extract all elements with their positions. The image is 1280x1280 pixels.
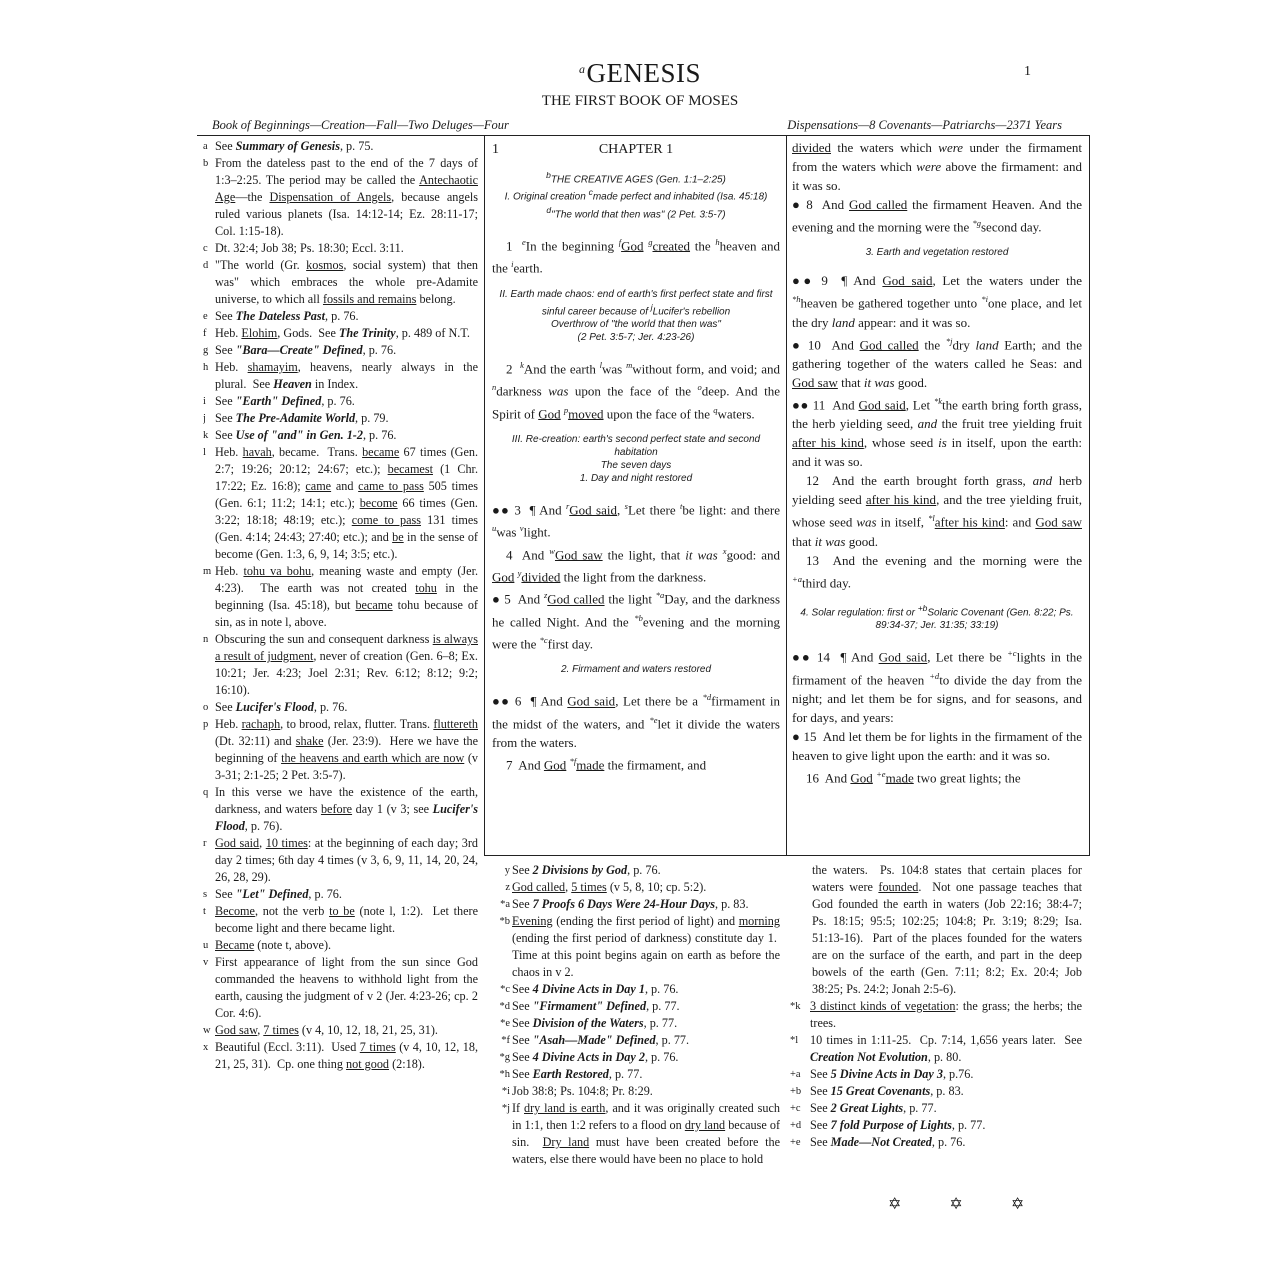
text-footnote-rule <box>484 855 1090 856</box>
column-divider-2 <box>786 135 787 855</box>
footnote <box>490 862 780 879</box>
footnote-text: See Summary of Genesis, p. 75. <box>215 139 374 153</box>
footnote <box>203 631 478 699</box>
footnote-key: x <box>203 1042 209 1053</box>
footnote <box>790 1100 1082 1117</box>
footnote-text: Dt. 32:4; Job 38; Ps. 18:30; Eccl. 3:11. <box>215 241 404 255</box>
footnote <box>490 1083 780 1100</box>
verse-12: 12 And the earth brought forth grass, and herb yielding seed after his kind, and the tree yielding fruit, whose seed was in itself, $^{*l}$after his kind: and God saw that it was good. <box>792 473 1082 549</box>
footnote-text: See Lucifer's Flood, p. 76. <box>215 700 348 714</box>
footnote-key: +b <box>790 1086 802 1097</box>
footnote <box>490 1015 780 1032</box>
footnote-key: b <box>203 158 209 169</box>
footnote-key: m <box>203 566 212 577</box>
verse-14: ●● 14 ¶ And God said, Let there be $^{+c}$lights in the firmament of the heaven $^{+d}$to divide the day from the night; and let them be for signs, and for seasons, and for days, and years: <box>792 648 1082 725</box>
book-subtitle: THE FIRST BOOK OF MOSES <box>541 93 739 109</box>
footnote <box>203 410 478 427</box>
footnote <box>203 954 478 1022</box>
footnote-key: *f <box>501 1035 510 1046</box>
footnote-key: *d <box>499 1001 510 1012</box>
verse-16: 16 And God $^{+e}$made two great lights; the <box>806 768 1021 786</box>
footnote-key: *c <box>500 984 510 995</box>
footnote-key: o <box>203 702 209 713</box>
section-heading-1: $^b$THE CREATIVE AGES (Gen. 1:1–2:25) I. Original creation $^c$made perfect and inhabited (Isa. 45:18) $^d$"The world that then was" (2 Pet. 3:5-7) <box>504 170 768 220</box>
footnote <box>203 342 478 359</box>
footnote-text: See Use of "and" in Gen. 1-2, p. 76. <box>215 428 397 442</box>
footnote-text: See 7 Proofs 6 Days Were 24-Hour Days, p. 83. <box>512 897 749 911</box>
footnote-key: k <box>203 430 209 441</box>
bottom-right-notes <box>790 862 1082 1192</box>
footnote-key: y <box>504 865 510 876</box>
verse-5: ● 5 And $^z$God called the light $^{*a}$Day, and the darkness he called Night. And the $^{*b}$evening and the morning were the $^{*c}$first day. <box>492 590 780 652</box>
footnote-key: i <box>203 396 206 407</box>
footnote <box>203 563 478 631</box>
footnote <box>490 998 780 1015</box>
verse-6: ●● 6 ¶ And God said, Let there be a $^{*d}$firmament in the midst of the waters, and $^{*e}$let it divide the waters from the waters. <box>492 692 780 750</box>
footnote-text: God saw, 7 times (v 4, 10, 12, 18, 21, 25, 31). <box>215 1023 438 1037</box>
running-header-right: Dispensations—8 Covenants—Patriarchs—2371 Years <box>787 118 1062 132</box>
footnote-key: t <box>203 906 206 917</box>
footnote-key: c <box>203 243 208 254</box>
footnote <box>203 835 478 886</box>
verse-4: 4 And $^w$God saw the light, that it was $^x$good: and God $^y$divided the light from the darkness. <box>492 545 780 585</box>
header-rule <box>197 135 1090 136</box>
footnote-text: "The world (Gr. kosmos, social system) that then was" which embraces the whole pre-Adamite universe, to which all fossils and remains belong. <box>215 258 478 306</box>
footnote <box>790 1117 1082 1134</box>
footnote-text: Become, not the verb to be (note l, 1:2). Let there become light and there became light. <box>215 904 478 935</box>
footnote <box>203 393 478 410</box>
footnote <box>203 359 478 393</box>
footnote-text: If dry land is earth, and it was originally created such in 1:1, then 1:2 refers to a flood on dry land because of sin. Dry land must have been created before the waters, else there would have been no place to hold <box>512 1101 780 1166</box>
verse-10: ● 10 And God called the $^{*j}$dry land Earth; and the gathering together of the waters called he Seas: and God saw that it was good. <box>792 335 1082 390</box>
footnote-key: p <box>203 719 209 730</box>
verse-13: 13 And the evening and the morning were the $^{+a}$third day. <box>792 552 1082 590</box>
verse-7-cont: divided the waters which were under the firmament from the waters which were above the firmament: and it was so. <box>792 140 1082 193</box>
footnote-text: See Division of the Waters, p. 77. <box>512 1016 678 1030</box>
footnote-key: z <box>505 882 510 893</box>
footnote <box>490 1049 780 1066</box>
footnote-key: f <box>203 328 207 339</box>
footnote-key: u <box>203 940 209 951</box>
footnote-text: See 4 Divine Acts in Day 1, p. 76. <box>512 982 679 996</box>
verse-2: 2 $^k$And the earth $^l$was $^m$without form, and void; and $^n$darkness was upon the face of the $^o$deep. And the Spirit of God $^p$moved upon the face of the $^q$waters. <box>492 359 780 421</box>
footnote-text: In this verse we have the existence of the earth, darkness, and waters before day 1 (v 3; see Lucifer's Flood, p. 76). <box>215 785 478 833</box>
footnote-text: Job 38:8; Ps. 104:8; Pr. 8:29. <box>512 1084 653 1098</box>
footnote-key: *i <box>501 1086 510 1097</box>
footnote <box>203 699 478 716</box>
footnote-text: See "Bara—Create" Defined, p. 76. <box>215 343 397 357</box>
footnote <box>790 1083 1082 1100</box>
footnote-text: Became (note t, above). <box>215 938 332 952</box>
footnote-key: w <box>203 1025 211 1036</box>
footnote-key: v <box>203 957 209 968</box>
footnote-text: See 2 Divisions by God, p. 76. <box>512 863 661 877</box>
footnote-text: 10 times in 1:11-25. Cp. 7:14, 1,656 years later. See Creation Not Evolution, p. 80. <box>810 1033 1082 1064</box>
footnote <box>203 427 478 444</box>
section-heading-6: 4. Solar regulation: first or $^{+b}$Solaric Covenant (Gen. 8:22; Ps. 89:34-37; Jer. 31:35; 33:19) <box>800 602 1074 632</box>
footnote <box>203 716 478 784</box>
verse-7: 7 And God $^{*f}$made the firmament, and <box>506 755 707 773</box>
footnote <box>203 784 478 835</box>
footnote <box>203 308 478 325</box>
footnote-key: *g <box>499 1052 510 1063</box>
footnote <box>203 325 478 342</box>
footnote-text: First appearance of light from the sun since God commanded the heavens to withhold light from the earth, causing the judgment of v 2 (Jer. 4:23-26; cp. 2 Cor. 4:6). <box>215 955 478 1020</box>
footnote <box>203 240 478 257</box>
footnote-text: See 7 fold Purpose of Lights, p. 77. <box>810 1118 986 1132</box>
footnote <box>490 1100 780 1168</box>
footnote-key: n <box>203 634 209 645</box>
verse-8: ● 8 And God called the firmament Heaven. And the evening and the morning were the $^{*g}$second day. <box>792 197 1082 235</box>
footnote-text: 3 distinct kinds of vegetation: the grass; the herbs; the trees. <box>810 999 1082 1030</box>
footnote-text: Evening (ending the first period of light) and morning (ending the first period of darkness) constitute day 1. Time at this point begins again on earth as before the chaos in v 2. <box>512 914 780 979</box>
footnote <box>790 1032 1082 1066</box>
footnote <box>203 886 478 903</box>
footnote <box>490 981 780 998</box>
footnote-key: *b <box>499 916 510 927</box>
section-heading-3: III. Re-creation: earth's second perfect state and second habitation The seven days 1. Day and night restored <box>511 433 761 484</box>
footnote-key: h <box>203 362 209 373</box>
footnote-key: +e <box>790 1137 801 1148</box>
footnote <box>203 937 478 954</box>
footnote <box>490 913 780 981</box>
bottom-center-notes <box>490 862 780 1222</box>
footnote-key: +c <box>790 1103 801 1114</box>
verse-15: ● 15 And let them be for lights in the firmament of the heaven to give light upon the earth: and it was so. <box>792 728 1082 763</box>
footnote <box>790 1066 1082 1083</box>
footnote-text: See "Let" Defined, p. 76. <box>215 887 342 901</box>
verse-11: ●● 11 And God said, Let $^{*k}$the earth bring forth grass, the herb yielding seed, and the fruit tree yielding fruit after his kind, whose seed is in itself, upon the earth: and it was so. <box>792 395 1082 470</box>
footnote-text: See "Earth" Defined, p. 76. <box>215 394 355 408</box>
footnote-text: See 2 Great Lights, p. 77. <box>810 1101 937 1115</box>
footnote-text: See 15 Great Covenants, p. 83. <box>810 1084 964 1098</box>
footnote-text: Obscuring the sun and consequent darkness is always a result of judgment, never of creation (Gen. 6–8; Ex. 10:21; Jer. 4:23; Joel 2:31; Rev. 6:12; 8:12; 9:2; 16:10). <box>215 632 478 697</box>
end-ornament-icon: ✡ ✡ ✡ <box>888 1196 1047 1213</box>
footnote <box>490 896 780 913</box>
footnote-text: See "Asah—Made" Defined, p. 77. <box>512 1033 690 1047</box>
page-number: 1 <box>1024 64 1031 79</box>
footnote-text: See 4 Divine Acts in Day 2, p. 76. <box>512 1050 679 1064</box>
footnote-text: See The Dateless Past, p. 76. <box>215 309 359 323</box>
center-text-column <box>492 140 780 850</box>
footnote-key: +a <box>790 1069 801 1080</box>
footnote-key: l <box>203 447 206 458</box>
verse-3: ●● 3 ¶ And $^r$God said, $^s$Let there $^t$be light: and there $^u$was $^v$light. <box>492 500 780 540</box>
footnote-text: See The Pre-Adamite World, p. 79. <box>215 411 389 425</box>
footnote-text: See Earth Restored, p. 77. <box>512 1067 643 1081</box>
footnote-key: *j <box>501 1103 510 1114</box>
footnote <box>203 903 478 937</box>
footnote <box>790 998 1082 1032</box>
footnote-text: See "Firmament" Defined, p. 77. <box>512 999 680 1013</box>
footnote <box>203 257 478 308</box>
footnote-key: j <box>203 413 206 424</box>
book-title: $^a$GENESIS <box>578 58 701 88</box>
footnote <box>490 879 780 896</box>
footnote <box>203 138 478 155</box>
footnote-text: Heb. havah, became. Trans. became 67 times (Gen. 2:7; 19:26; 20:12; 24:67; etc.); becamest (1 Chr. 17:22; Ez. 16:8); came and came to pass 505 times (Gen. 6:1; 11:2; 14:1; etc.); become 66 times (Gen. 3:22; 18:18; 48:19; etc.); come to pass 131 times (Gen. 4:14; 24:43; 27:40; etc.); and be in the sense of become (Gen. 1:3, 6, 9, 14; 3:5; etc.). <box>215 445 478 561</box>
footnote-text: Beautiful (Eccl. 3:11). Used 7 times (v 4, 10, 12, 18, 21, 25, 31). Cp. one thing not good (2:18). <box>215 1040 478 1071</box>
footnote <box>790 1134 1082 1151</box>
footnote-text: Heb. tohu va bohu, meaning waste and empty (Jer. 4:23). The earth was not created tohu in the beginning (Isa. 45:18), but became tohu because of sin, as in note l, above. <box>215 564 478 629</box>
footnote-key: *a <box>500 899 510 910</box>
footnote <box>203 444 478 563</box>
footnote-text: See 5 Divine Acts in Day 3, p.76. <box>810 1067 974 1081</box>
running-header-left: Book of Beginnings—Creation—Fall—Two Deluges—Four <box>212 118 509 132</box>
section-heading-5: 3. Earth and vegetation restored <box>865 247 1009 259</box>
footnote-key: *h <box>499 1069 510 1080</box>
footnote-key: *k <box>790 1001 801 1012</box>
right-text-column <box>792 138 1082 850</box>
footnote <box>203 155 478 240</box>
footnote-text: Heb. shamayim, heavens, nearly always in the plural. See Heaven in Index. <box>215 360 478 391</box>
section-heading-4: 2. Firmament and waters restored <box>560 664 712 676</box>
left-notes-column <box>203 138 478 1218</box>
verse-1: 1 $^e$In the beginning $^f$God $^g$created the $^h$heaven and the $^i$earth. <box>492 236 780 276</box>
footnote-key: q <box>203 787 209 798</box>
column-divider-1 <box>484 135 485 855</box>
footnote-key: *l <box>790 1035 799 1046</box>
footnote-text: God said, 10 times: at the beginning of each day; 3rd day 2 times; 6th day 4 times (v 3, 6, 9, 11, 14, 20, 24, 26, 28, 29). <box>215 836 478 884</box>
footnote-text: From the dateless past to the end of the 7 days of 1:3–2:25. The period may be called the Antechaotic Age—the Dispensation of Angels, because angels ruled various planets (Isa. 14:12-14; Ez. 28:11-17; Col. 1:15-18). <box>215 156 478 238</box>
footnote <box>203 1022 478 1039</box>
footnote-key: +d <box>790 1120 802 1131</box>
footnote <box>490 1032 780 1049</box>
footnote-key: e <box>203 311 208 322</box>
footnote <box>490 1066 780 1083</box>
footnote-text: Heb. Elohim, Gods. See The Trinity, p. 489 of N.T. <box>215 326 470 340</box>
footnote-text: Heb. rachaph, to brood, relax, flutter. Trans. fluttereth (Dt. 32:11) and shake (Jer. 23:9). Here we have the beginning of the heavens and earth which are now (v 3-31; 2:1-25; 2 Pet. 3:5-7). <box>215 717 478 782</box>
column-divider-3 <box>1089 135 1090 855</box>
footnote-key: a <box>203 141 208 152</box>
footnote <box>203 1039 478 1073</box>
verse-9: ●● 9 ¶ And God said, Let the waters under the $^{*h}$heaven be gathered together unto $^{*i}$one place, and let the dry land appear: and it was so. <box>792 273 1082 330</box>
section-heading-2: II. Earth made chaos: end of earth's first perfect state and first sinful career because of $^j$Lucifer's rebellion Overthrow of "the world that then was" (2 Pet. 3:5-7; Jer. 4:23-26) <box>499 288 773 343</box>
footnote-key: s <box>203 889 208 900</box>
footnote-key: r <box>203 838 207 849</box>
footnote-text: God called, 5 times (v 5, 8, 10; cp. 5:2). <box>512 880 707 894</box>
footnote-continuation: the waters. Ps. 104:8 states that certain places for waters were founded. Not one passage teaches that God founded the earth in waters (Job 22:16; 38:4-7; Ps. 18:15; 95:5; 102:25; 104:8; Pr. 3:19; 8:29; Isa. 51:13-16). Part of the places founded for the waters are on the surface of the earth, and part in the deep bowels of the earth (Gen. 7:11; 8:2; Ex. 20:4; Job 38:25; Ps. 24:2; Jonah 2:5-6). <box>812 863 1082 996</box>
footnote-key: d <box>203 260 209 271</box>
footnote-key: *e <box>500 1018 510 1029</box>
chapter-heading: 1 CHAPTER 1 <box>492 142 674 157</box>
footnote-text: See Made—Not Created, p. 76. <box>810 1135 966 1149</box>
footnote-key: g <box>203 345 209 356</box>
